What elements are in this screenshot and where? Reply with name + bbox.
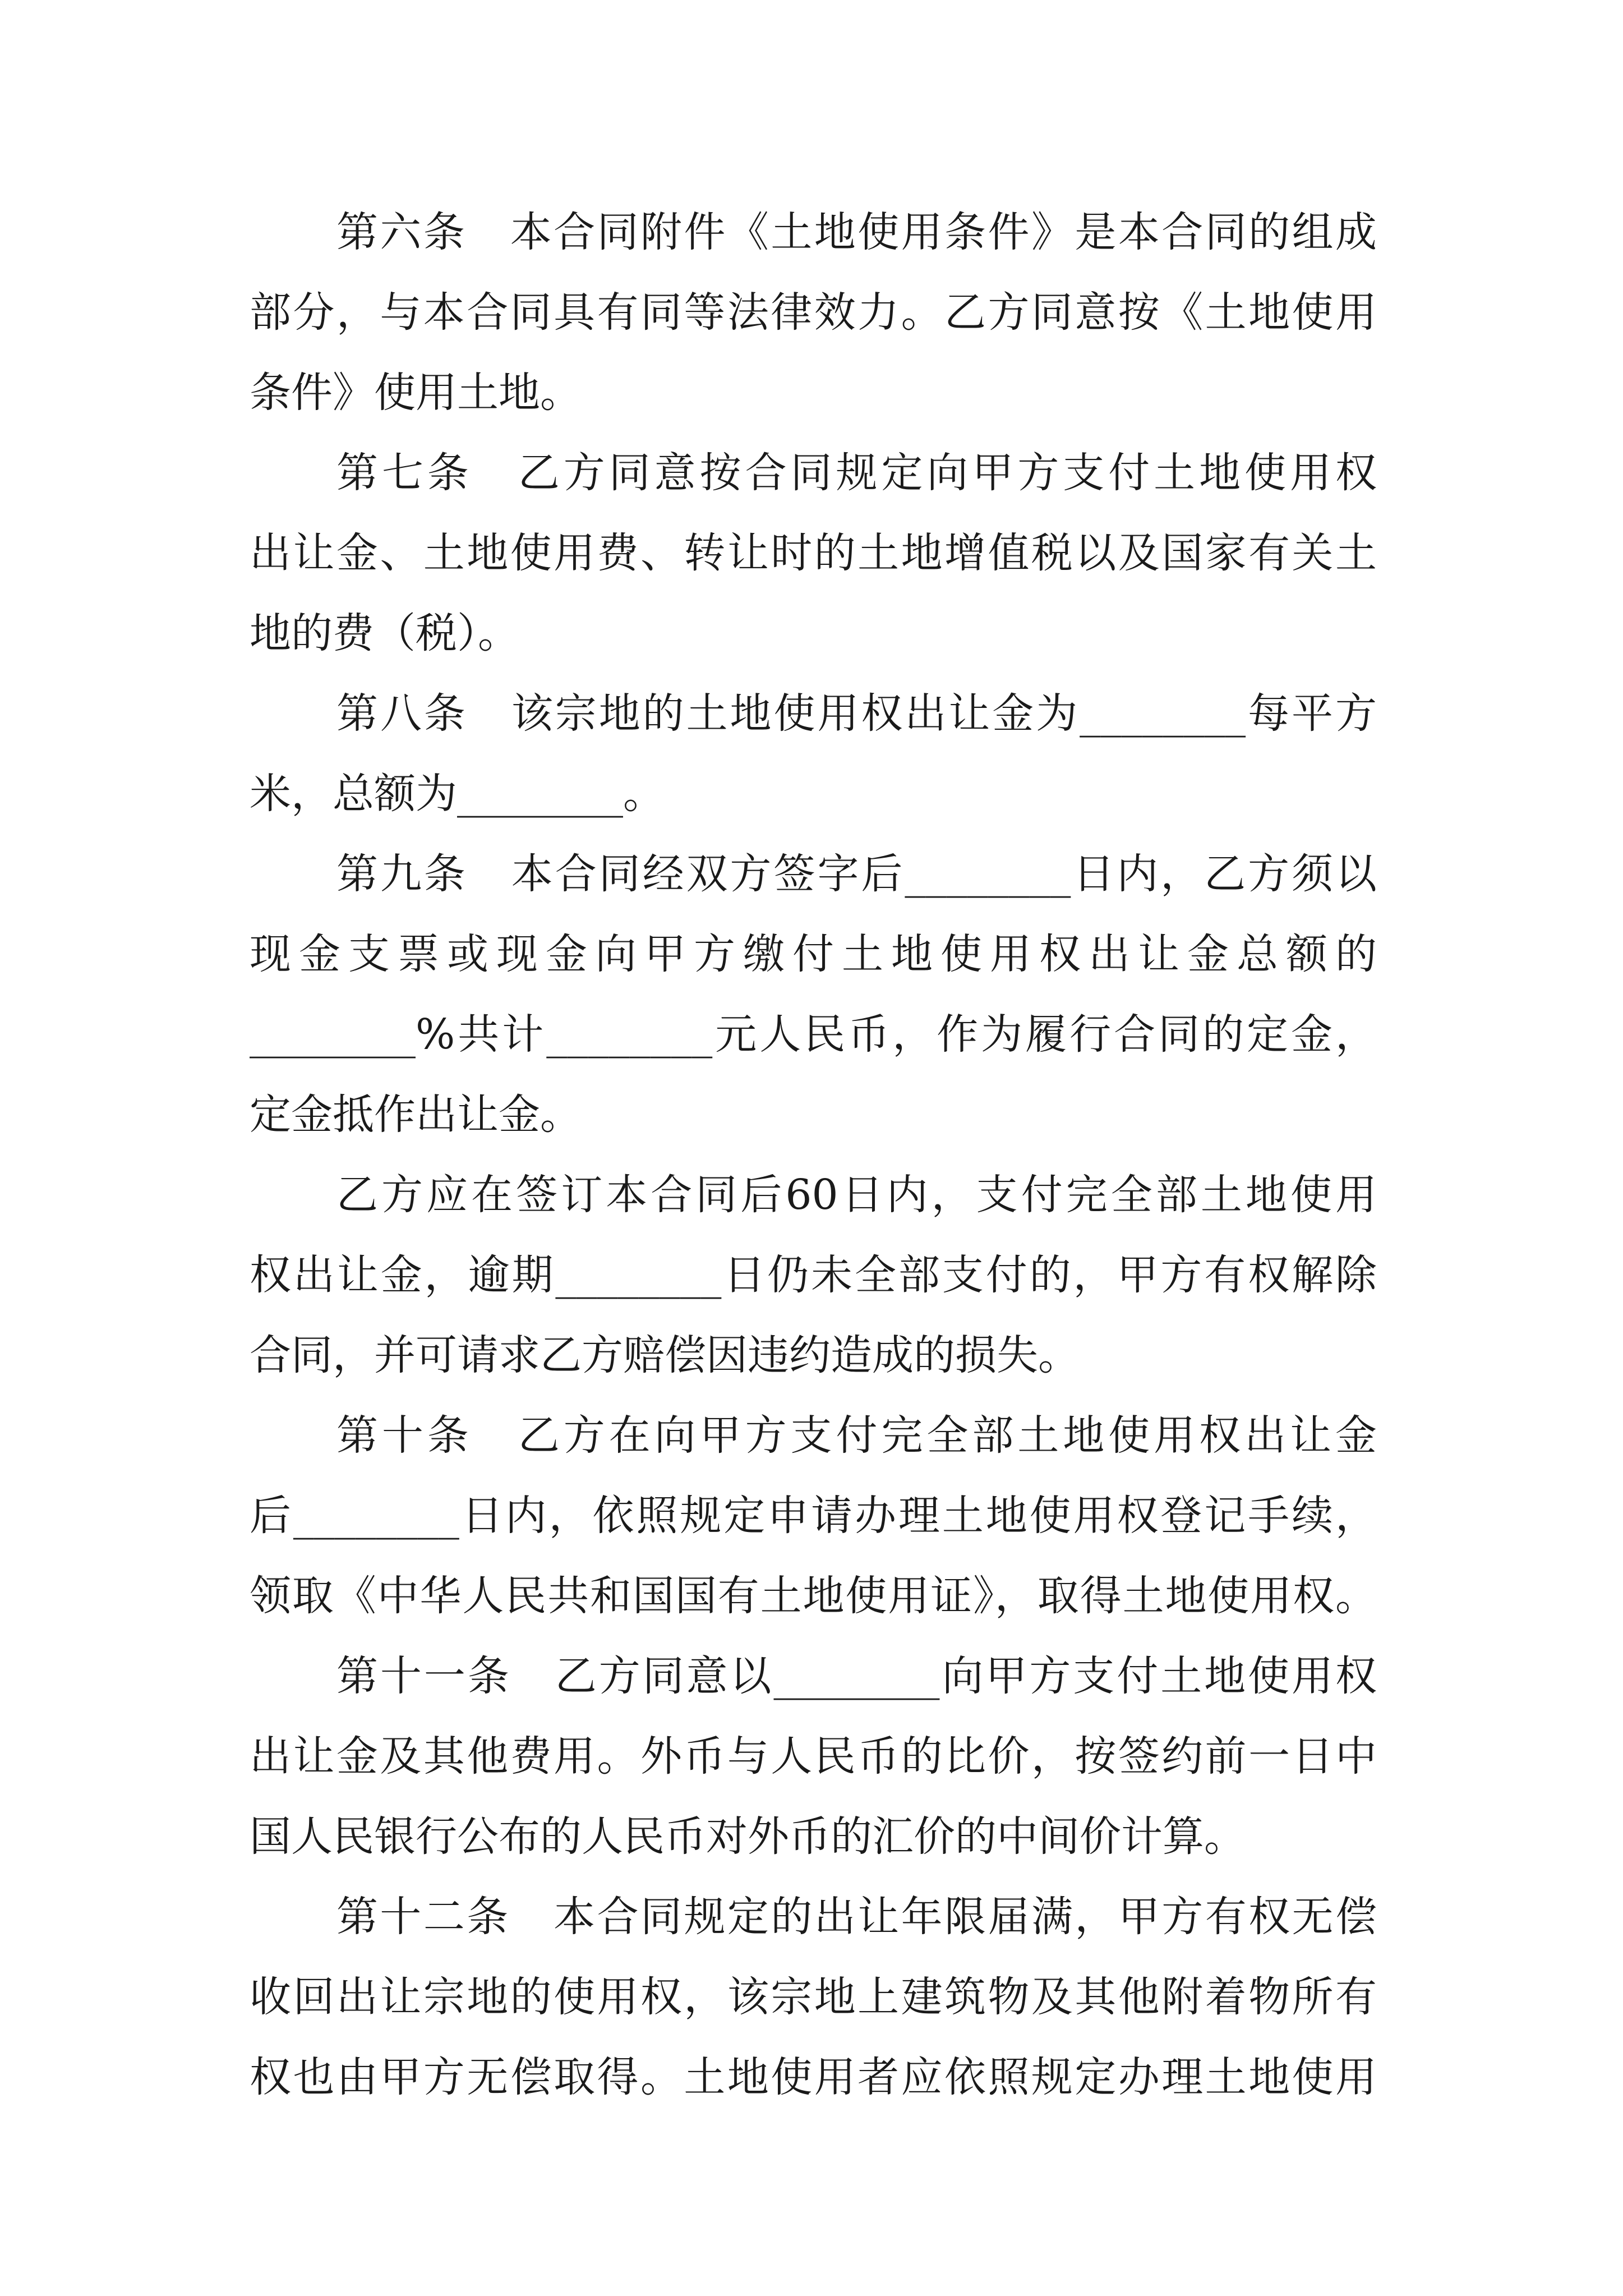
- text-line: 第十条 乙方在向甲方支付完全部土地使用权出让金: [336, 1411, 1377, 1460]
- text-line: 领取《中华人民共和国国有土地使用证》，取得土地使用权。: [250, 1572, 1377, 1620]
- text-line: 第九条 本合同经双方签字后________日内，乙方须以: [336, 850, 1377, 898]
- text-line: 第十一条 乙方同意以________向甲方支付土地使用权: [336, 1652, 1377, 1700]
- text-line: 国人民银行公布的人民币对外币的汇价的中间价计算。: [250, 1812, 1246, 1861]
- text-line: ________%共计________元人民币，作为履行合同的定金，: [250, 1010, 1377, 1059]
- text-line: 权也由甲方无偿取得。土地使用者应依照规定办理土地使用: [250, 2053, 1377, 2101]
- text-line: 第七条 乙方同意按合同规定向甲方支付土地使用权: [336, 449, 1377, 497]
- text-line: 第十二条 本合同规定的出让年限届满，甲方有权无偿: [336, 1893, 1377, 1941]
- text-line: 出让金、土地使用费、转让时的土地增值税以及国家有关土: [250, 529, 1377, 577]
- text-line: 第六条 本合同附件《土地使用条件》是本合同的组成: [336, 208, 1377, 256]
- text-line: 乙方应在签订本合同后60日内，支付完全部土地使用: [336, 1171, 1377, 1219]
- text-line: 权出让金，逾期________日仍未全部支付的，甲方有权解除: [250, 1251, 1377, 1299]
- text-line: 条件》使用土地。: [250, 369, 582, 417]
- text-line: 后________日内，依照规定申请办理土地使用权登记手续，: [250, 1492, 1377, 1540]
- text-line: 出让金及其他费用。外币与人民币的比价，按签约前一日中: [250, 1732, 1377, 1780]
- text-line: 部分，与本合同具有同等法律效力。乙方同意按《土地使用: [250, 288, 1377, 337]
- text-line: 合同，并可请求乙方赔偿因违约造成的损失。: [250, 1331, 1080, 1379]
- text-line: 地的费（税）。: [250, 609, 519, 657]
- text-line: 现金支票或现金向甲方缴付土地使用权出让金总额的: [250, 930, 1377, 978]
- text-line: 米，总额为________。: [250, 770, 665, 818]
- text-line: 第八条 该宗地的土地使用权出让金为________每平方: [336, 689, 1377, 738]
- text-line: 收回出让宗地的使用权，该宗地上建筑物及其他附着物所有: [250, 1973, 1377, 2021]
- text-line: 定金抵作出让金。: [250, 1091, 582, 1139]
